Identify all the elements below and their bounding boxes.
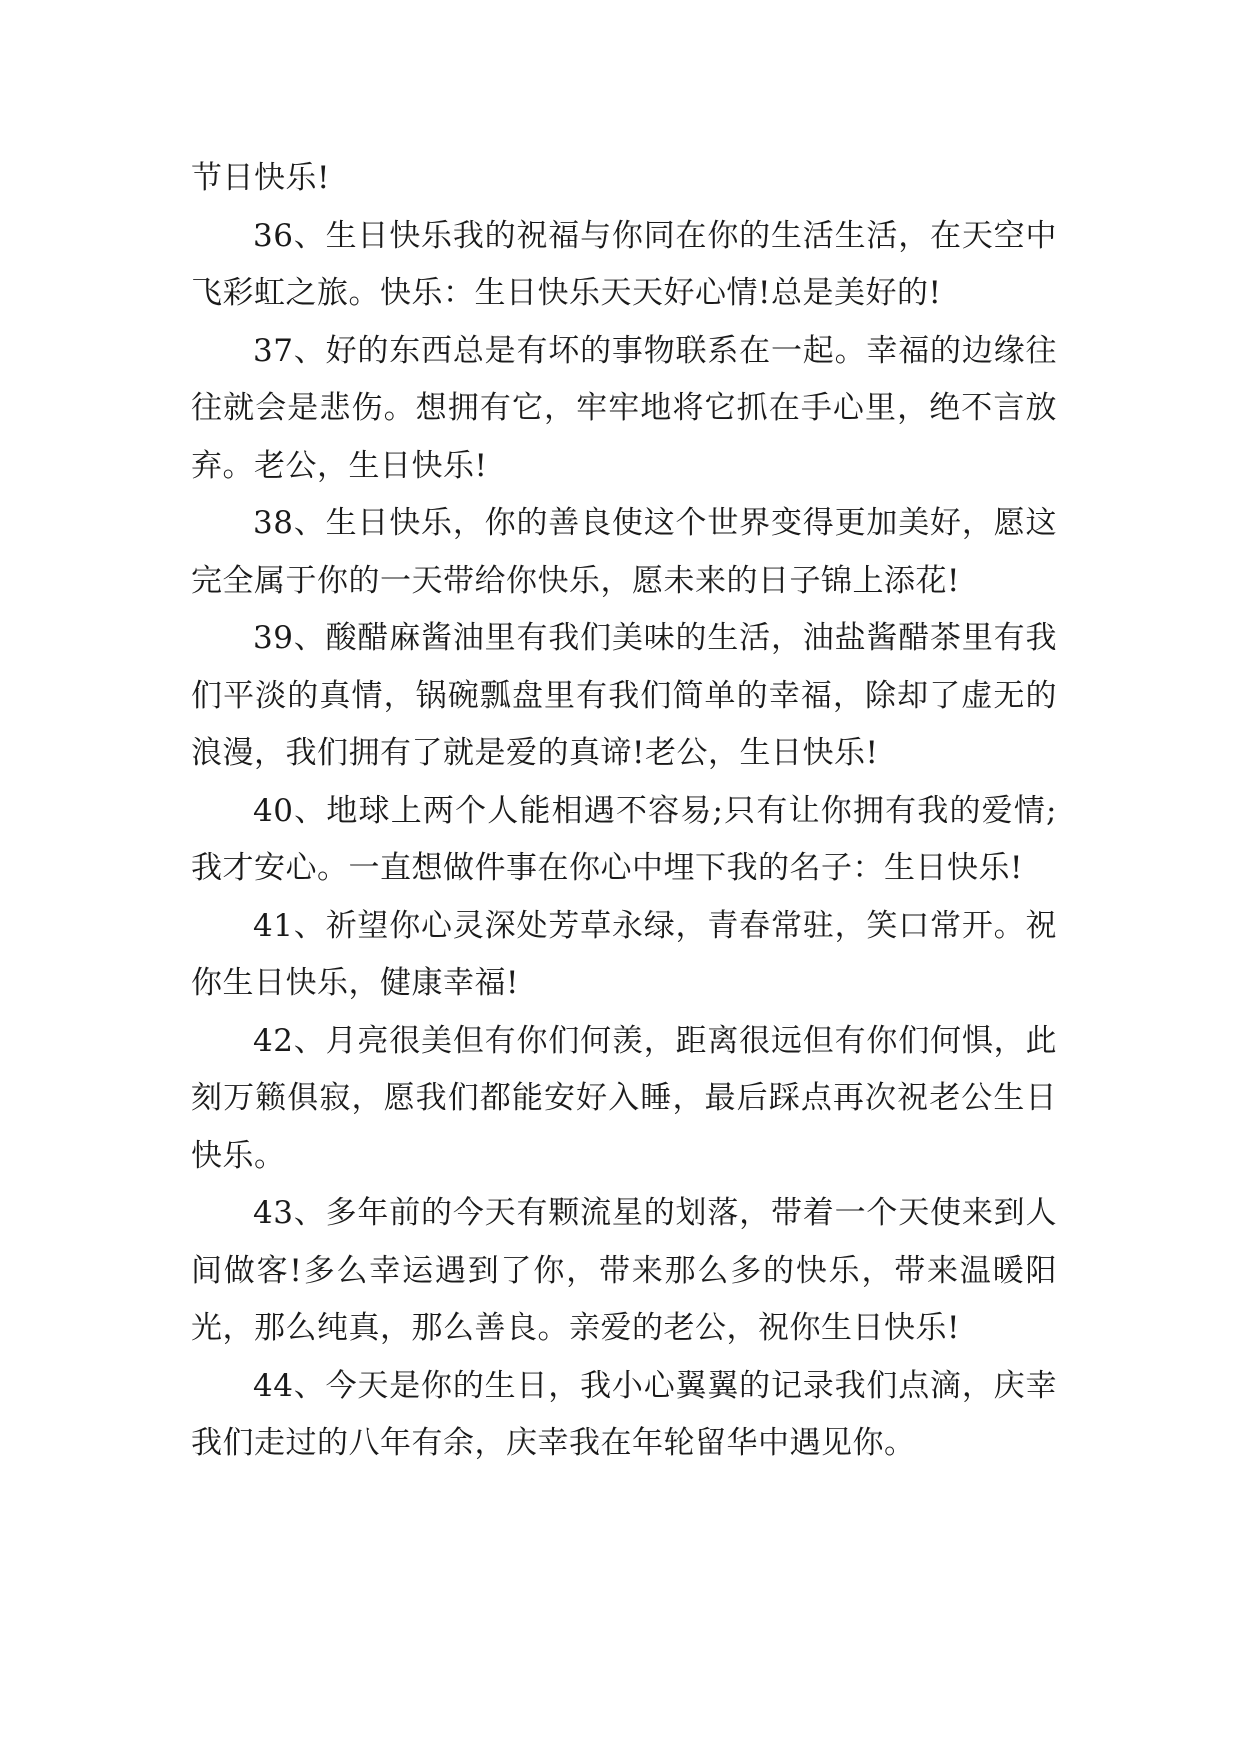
paragraph-continuation: 节日快乐! — [191, 160, 330, 196]
paragraph-40: 40、地球上两个人能相遇不容易;只有让你拥有我的爱情;我才安心。一直想做件事在你心中埋下我的名子：生日快乐! — [191, 792, 1057, 886]
paragraph-42: 42、月亮很美但有你们何羡，距离很远但有你们何惧，此刻万籁俱寂，愿我们都能安好入睡，最后踩点再次祝老公生日快乐。 — [191, 1022, 1057, 1174]
paragraph-44: 44、今天是你的生日，我小心翼翼的记录我们点滴，庆幸我们走过的八年有余，庆幸我在年轮留华中遇见你。 — [191, 1367, 1057, 1461]
paragraph-37: 37、好的东西总是有坏的事物联系在一起。幸福的边缘往往就会是悲伤。想拥有它，牢牢地将它抓在手心里，绝不言放弃。老公，生日快乐! — [191, 332, 1057, 484]
paragraph-41: 41、祈望你心灵深处芳草永绿，青春常驻，笑口常开。祝你生日快乐，健康幸福! — [191, 907, 1057, 1001]
paragraph-43: 43、多年前的今天有颗流星的划落，带着一个天使来到人间做客!多么幸运遇到了你，带来那么多的快乐，带来温暖阳光，那么纯真，那么善良。亲爱的老公，祝你生日快乐! — [191, 1195, 1057, 1346]
paragraph-39: 39、酸醋麻酱油里有我们美味的生活，油盐酱醋茶里有我们平淡的真情，锅碗瓢盘里有我们简单的幸福，除却了虚无的浪漫，我们拥有了就是爱的真谛!老公，生日快乐! — [191, 620, 1057, 771]
document-body — [191, 150, 1057, 1473]
paragraph-36: 36、生日快乐我的祝福与你同在你的生活生活，在天空中飞彩虹之旅。快乐：生日快乐天天好心情!总是美好的! — [191, 217, 1057, 311]
paragraph-38: 38、生日快乐，你的善良使这个世界变得更加美好，愿这完全属于你的一天带给你快乐，愿未来的日子锦上添花! — [191, 505, 1057, 599]
